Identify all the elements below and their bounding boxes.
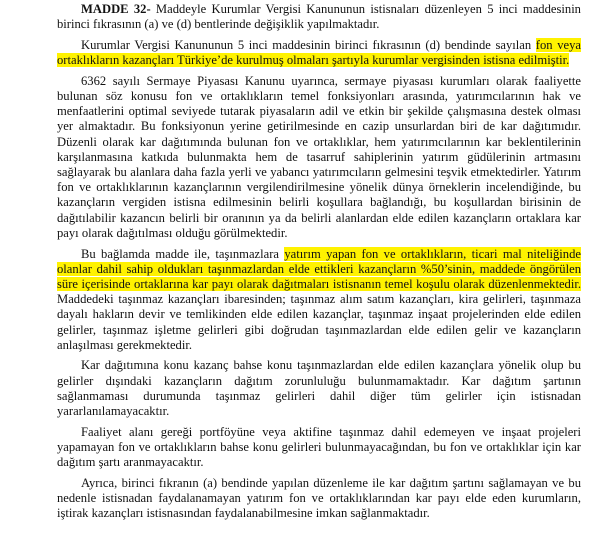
paragraph-exemption-scope	[57, 38, 581, 68]
paragraph-text: Maddedeki taşınmaz kazançları ibaresinden; taşınmaz alım satım kazançları, kira gelirleri, taşınmaza dayalı hakların devir ve temlikinden elde edilen kazançlar, taşınmaz inşaat projelerinden elde edilen gelirler, taşınmaz işletme gelirleri gibi doğrudan taşınmazlardan elde edilen gelir ve kazançların anlaşılması gerekmektedir.	[57, 292, 581, 352]
paragraph-real-estate	[57, 247, 581, 353]
paragraph-text: Kurumlar Vergisi Kanununun 5 inci maddesinin birinci fıkrasının (d) bendinde sayılan	[81, 37, 536, 52]
paragraph-text: Bu bağlamda madde ile, taşınmazlara	[81, 246, 285, 261]
article-heading: MADDE 32-	[81, 2, 151, 16]
paragraph-text: Faaliyet alanı gereği portföyüne veya aktifine taşınmaz dahil edemeyen ve inşaat projeleri yapamayan fon ve ortaklıkların bahse konu gelirleri bulunmayacağından, bu fon ve ortaklıklar için kar dağıtım şartı aranmayacaktır.	[57, 424, 581, 470]
highlighted-text: fon veya ortaklıkların kazançları Türkiye’de kurulmuş olmaları şartıyla kurumlar vergisinden istisna edilmiştir.	[57, 37, 581, 68]
paragraph-activity-scope	[57, 425, 581, 471]
paragraph-participation-exemption	[57, 476, 581, 522]
paragraph-text: 6362 sayılı Sermaye Piyasası Kanunu uyarınca, sermaye piyasası kurumları olarak faaliyette bulunan söz konusu fon ve ortaklıkların temel fonksiyonları arasında, yatırımcılarının hak ve menfaatlerini optimal seviyede tutarak piyasaların adil ve etkin bir şekilde çalışmasına destek olması yer almaktadır. Bu fonksiyonun yerine getirilmesinde en cazip unsurlardan biri de kar dağıtımıdır. Düzenli olarak kar dağıtımında bulunan fon ve ortaklıklar, hem yatırımcılarının kar beklentilerinin karşılanmasına katkıda bulunmakta hem de tasarruf sahiplerinin yatırım güdülerinin artmasını sağlayarak bu alanlara daha fazla yerli ve yabancı yatırımcıların gelmesini teşvik etmektedirler. Yatırım fon ve ortaklıklarının kazançlarının vergilendirilmesine yönelik dünya örneklerin incelendiğinde, bu kazançların vergiden istisna edilmesinin belirli koşullara bağlandığı, bu koşullardan birisinin de dağıtılabilir kazancın belirli bir oranının ya da belirli alanlardan elde edilen kazançların ortaklara kar payı olarak dağıtılması olduğu görülmektedir.	[57, 73, 581, 240]
paragraph-capital-markets	[57, 74, 581, 241]
paragraph-distribution-requirement	[57, 358, 581, 419]
paragraph-text: Maddeyle Kurumlar Vergisi Kanununun istisnaları düzenleyen 5 inci maddesinin birinci fıkrasının (a) ve (d) bentlerinde değişiklik yapılmaktadır.	[57, 2, 581, 32]
paragraph-text: Ayrıca, birinci fıkranın (a) bendinde yapılan düzenleme ile kar dağıtım şartını sağlamayan ve bu nedenle istisnadan faydalanamayan yatırım fon ve ortaklıklarından kar payı elde eden kurumların, iştirak kazançları istisnasından faydalanabilmesine imkan sağlanmaktadır.	[57, 475, 581, 521]
highlighted-text: yatırım yapan fon ve ortaklıkların, ticari mal niteliğinde olanlar dahil sahip oldukları taşınmazlardan elde ettikleri kazançların %50’sinin, maddede öngörülen süre içerisinde ortaklarına kar payı olarak dağıtmaları istisnanın temel koşulu olarak düzenlenmektedir.	[57, 246, 581, 291]
paragraph-madde-32	[57, 2, 581, 32]
paragraph-text: Kar dağıtımına konu kazanç bahse konu taşınmazlardan elde edilen kazançlara yönelik olup bu gelirler dışındaki kazançların dağıtım zorunluluğu bulunmamaktadır. Kar dağıtım şartının sağlanmaması durumunda taşınmaz gelirleri dahil diğer tüm gelirler için istisnadan yararlanılamayacaktır.	[57, 358, 581, 419]
